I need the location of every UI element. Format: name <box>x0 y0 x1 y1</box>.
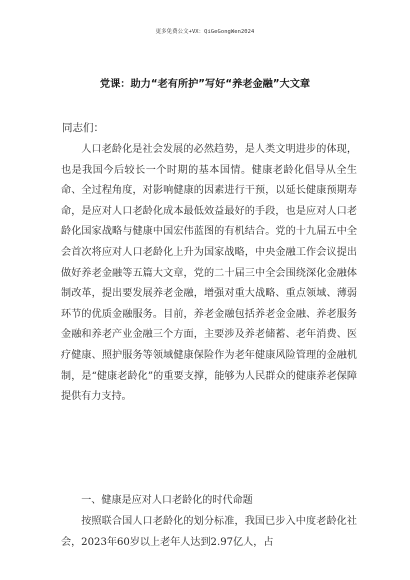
salutation: 同志们： <box>62 122 104 134</box>
section-heading-1: 一、健康是应对人口老龄化的时代命题 <box>81 495 253 506</box>
body-paragraph-1: 人口老龄化是社会发展的必然趋势，是人类文明进步的体现，也是我国今后较长一个时期的基本国情。健康老龄化倡导从全生命、全过程角度，对影响健康的因素进行干预，以延长健康预期寿命，是应对人口老龄化成本最低效益最好的手段，也是应对人口老龄化国家战略与健康中国宏伟蓝图的有机结合。党的十九届五中全会首次将应对人口老龄化上升为国家战略，中央金融工作会议提出做好养老金融等五篇大文章，党的二十届三中全会围绕深化金融体制改革，提出要发展养老金融，增强对重大战略、重点领域、薄弱环节的优质金融服务。目前，养老金融包括养老金金融、养老服务金融和养老产业金融三个方面，主要涉及养老储蓄、老年消费、医疗健康、照护服务等领域健康保险作为老年健康风险管理的金融机制，是“健康老龄化”的重要支撑，能够为人民群众的健康养老保障提供有力支持。 <box>61 144 357 403</box>
document-title: 党课：助力“老有所护”写好“养老金融”大文章 <box>99 79 311 90</box>
body-paragraph-2: 按照联合国人口老龄化的划分标准，我国已步入中度老龄化社会，2023年60岁以上老年人达到2.97亿人，占 <box>61 516 357 548</box>
watermark-text: 更多免费公文+VX：QiGeGongWen2024 <box>155 29 255 35</box>
